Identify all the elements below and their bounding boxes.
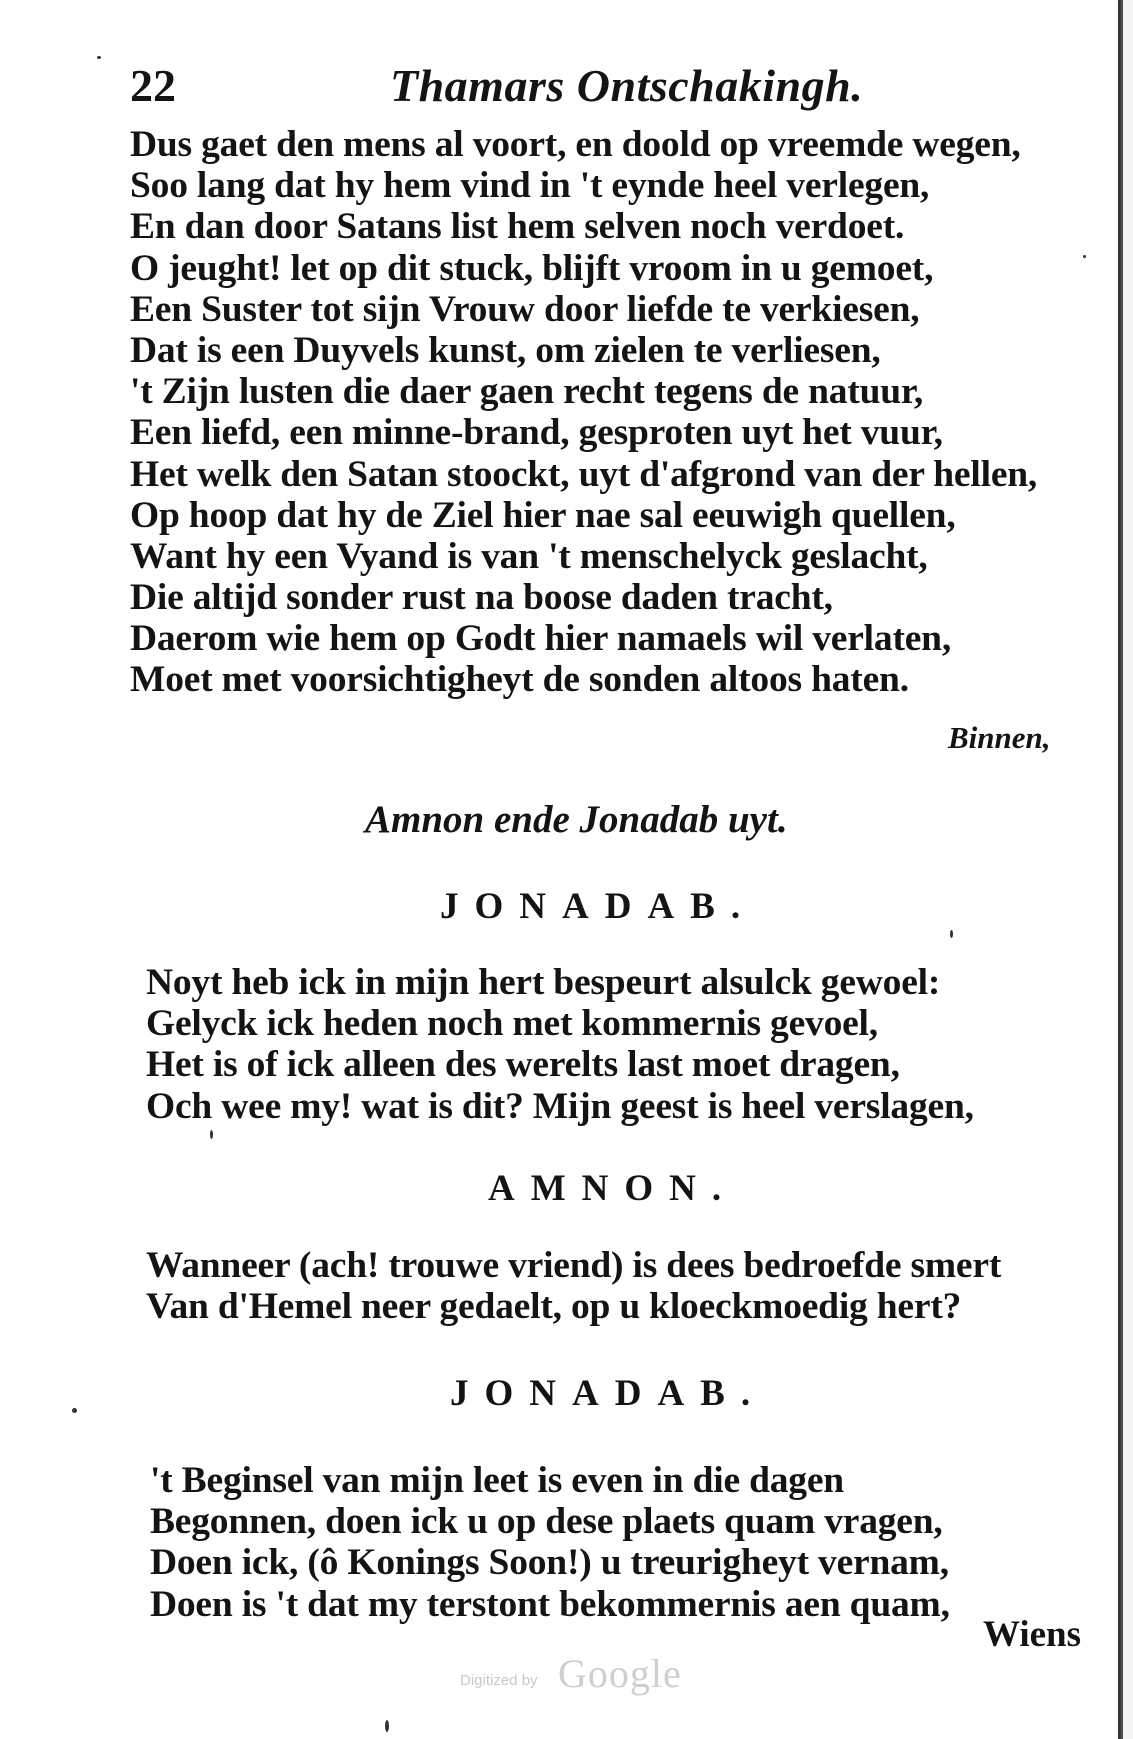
verse-line: Doen is 't dat my terstont bekommernis aen quam, <box>150 1583 950 1625</box>
verse-line: Een liefd, een minne-brand, gesproten uyt het vuur, <box>130 412 943 454</box>
ink-speck <box>385 1720 389 1732</box>
verse-line: Want hy een Vyand is van 't menschelyck geslacht, <box>130 535 928 577</box>
verse-line: Daerom wie hem op Godt hier namaels wil verlaten, <box>130 618 952 660</box>
catchword: Binnen, <box>948 720 1051 755</box>
speaker-name: JONADAB. <box>450 1373 767 1414</box>
verse-line: Van d'Hemel neer gedaelt, op u kloeckmoedig hert? <box>146 1286 962 1328</box>
verse-line: Gelyck ick heden noch met kommernis gevoel, <box>146 1003 878 1045</box>
verse-block-1 <box>130 124 1037 701</box>
ink-speck <box>72 1408 77 1413</box>
watermark-prefix: Digitized by <box>460 1672 538 1689</box>
verse-line: En dan door Satans list hem selven noch verdoet. <box>130 206 905 248</box>
verse-line: 't Zijn lusten die daer gaen recht tegens de natuur, <box>130 371 924 413</box>
ink-speck <box>210 1130 213 1139</box>
verse-block-2 <box>146 962 974 1127</box>
verse-line: Begonnen, doen ick u op dese plaets quam vragen, <box>150 1501 943 1543</box>
ink-speck <box>97 56 101 59</box>
verse-line: Soo lang dat hy hem vind in 't eynde heel verlegen, <box>130 165 930 207</box>
verse-line: Och wee my! wat is dit? Mijn geest is heel verslagen, <box>146 1085 974 1127</box>
verse-block-3 <box>146 1245 1001 1327</box>
watermark-logo: Google <box>558 1651 682 1696</box>
verse-line: Het is of ick alleen des werelts last moet dragen, <box>146 1044 900 1086</box>
page-edge-shadow <box>1123 0 1133 1739</box>
digitized-watermark <box>460 1650 760 1700</box>
verse-line: Dus gaet den mens al voort, en doold op vreemde wegen, <box>130 124 1021 165</box>
running-head <box>130 58 990 114</box>
ink-speck <box>950 930 953 938</box>
verse-line: Moet met voorsichtigheyt de sonden altoos haten. <box>130 659 909 701</box>
ink-speck <box>1083 255 1086 258</box>
verse-line: Dat is een Duyvels kunst, om zielen te verliesen, <box>130 329 881 371</box>
page-number: 22 <box>130 60 176 111</box>
verse-line: O jeught! let op dit stuck, blijft vroom in u gemoet, <box>130 247 934 289</box>
speaker-name: JONADAB. <box>440 886 757 927</box>
speaker-name: AMNON. <box>488 1168 738 1209</box>
verse-line: Wanneer (ach! trouwe vriend) is dees bedroefde smert <box>146 1245 1002 1286</box>
verse-line: Noyt heb ick in mijn hert bespeurt alsulck gewoel: <box>146 962 941 1003</box>
page-gutter-line <box>1118 0 1123 1739</box>
verse-line: Die altijd sonder rust na boose daden tracht, <box>130 577 833 619</box>
running-title: Thamars Ontschakingh. <box>390 60 864 111</box>
verse-line: Een Suster tot sijn Vrouw door liefde te verkiesen, <box>130 288 920 330</box>
scene-heading: Amnon ende Jonadab uyt. <box>365 798 788 841</box>
verse-block-4 <box>150 1460 950 1625</box>
verse-line: 't Beginsel van mijn leet is even in die dagen <box>150 1460 844 1501</box>
verse-line: Doen ick, (ô Konings Soon!) u treurigheyt vernam, <box>150 1542 949 1584</box>
catchword: Wiens <box>983 1614 1082 1655</box>
verse-line: Het welk den Satan stoockt, uyt d'afgrond van der hellen, <box>130 453 1038 495</box>
verse-line: Op hoop dat hy de Ziel hier nae sal eeuwigh quellen, <box>130 494 956 536</box>
